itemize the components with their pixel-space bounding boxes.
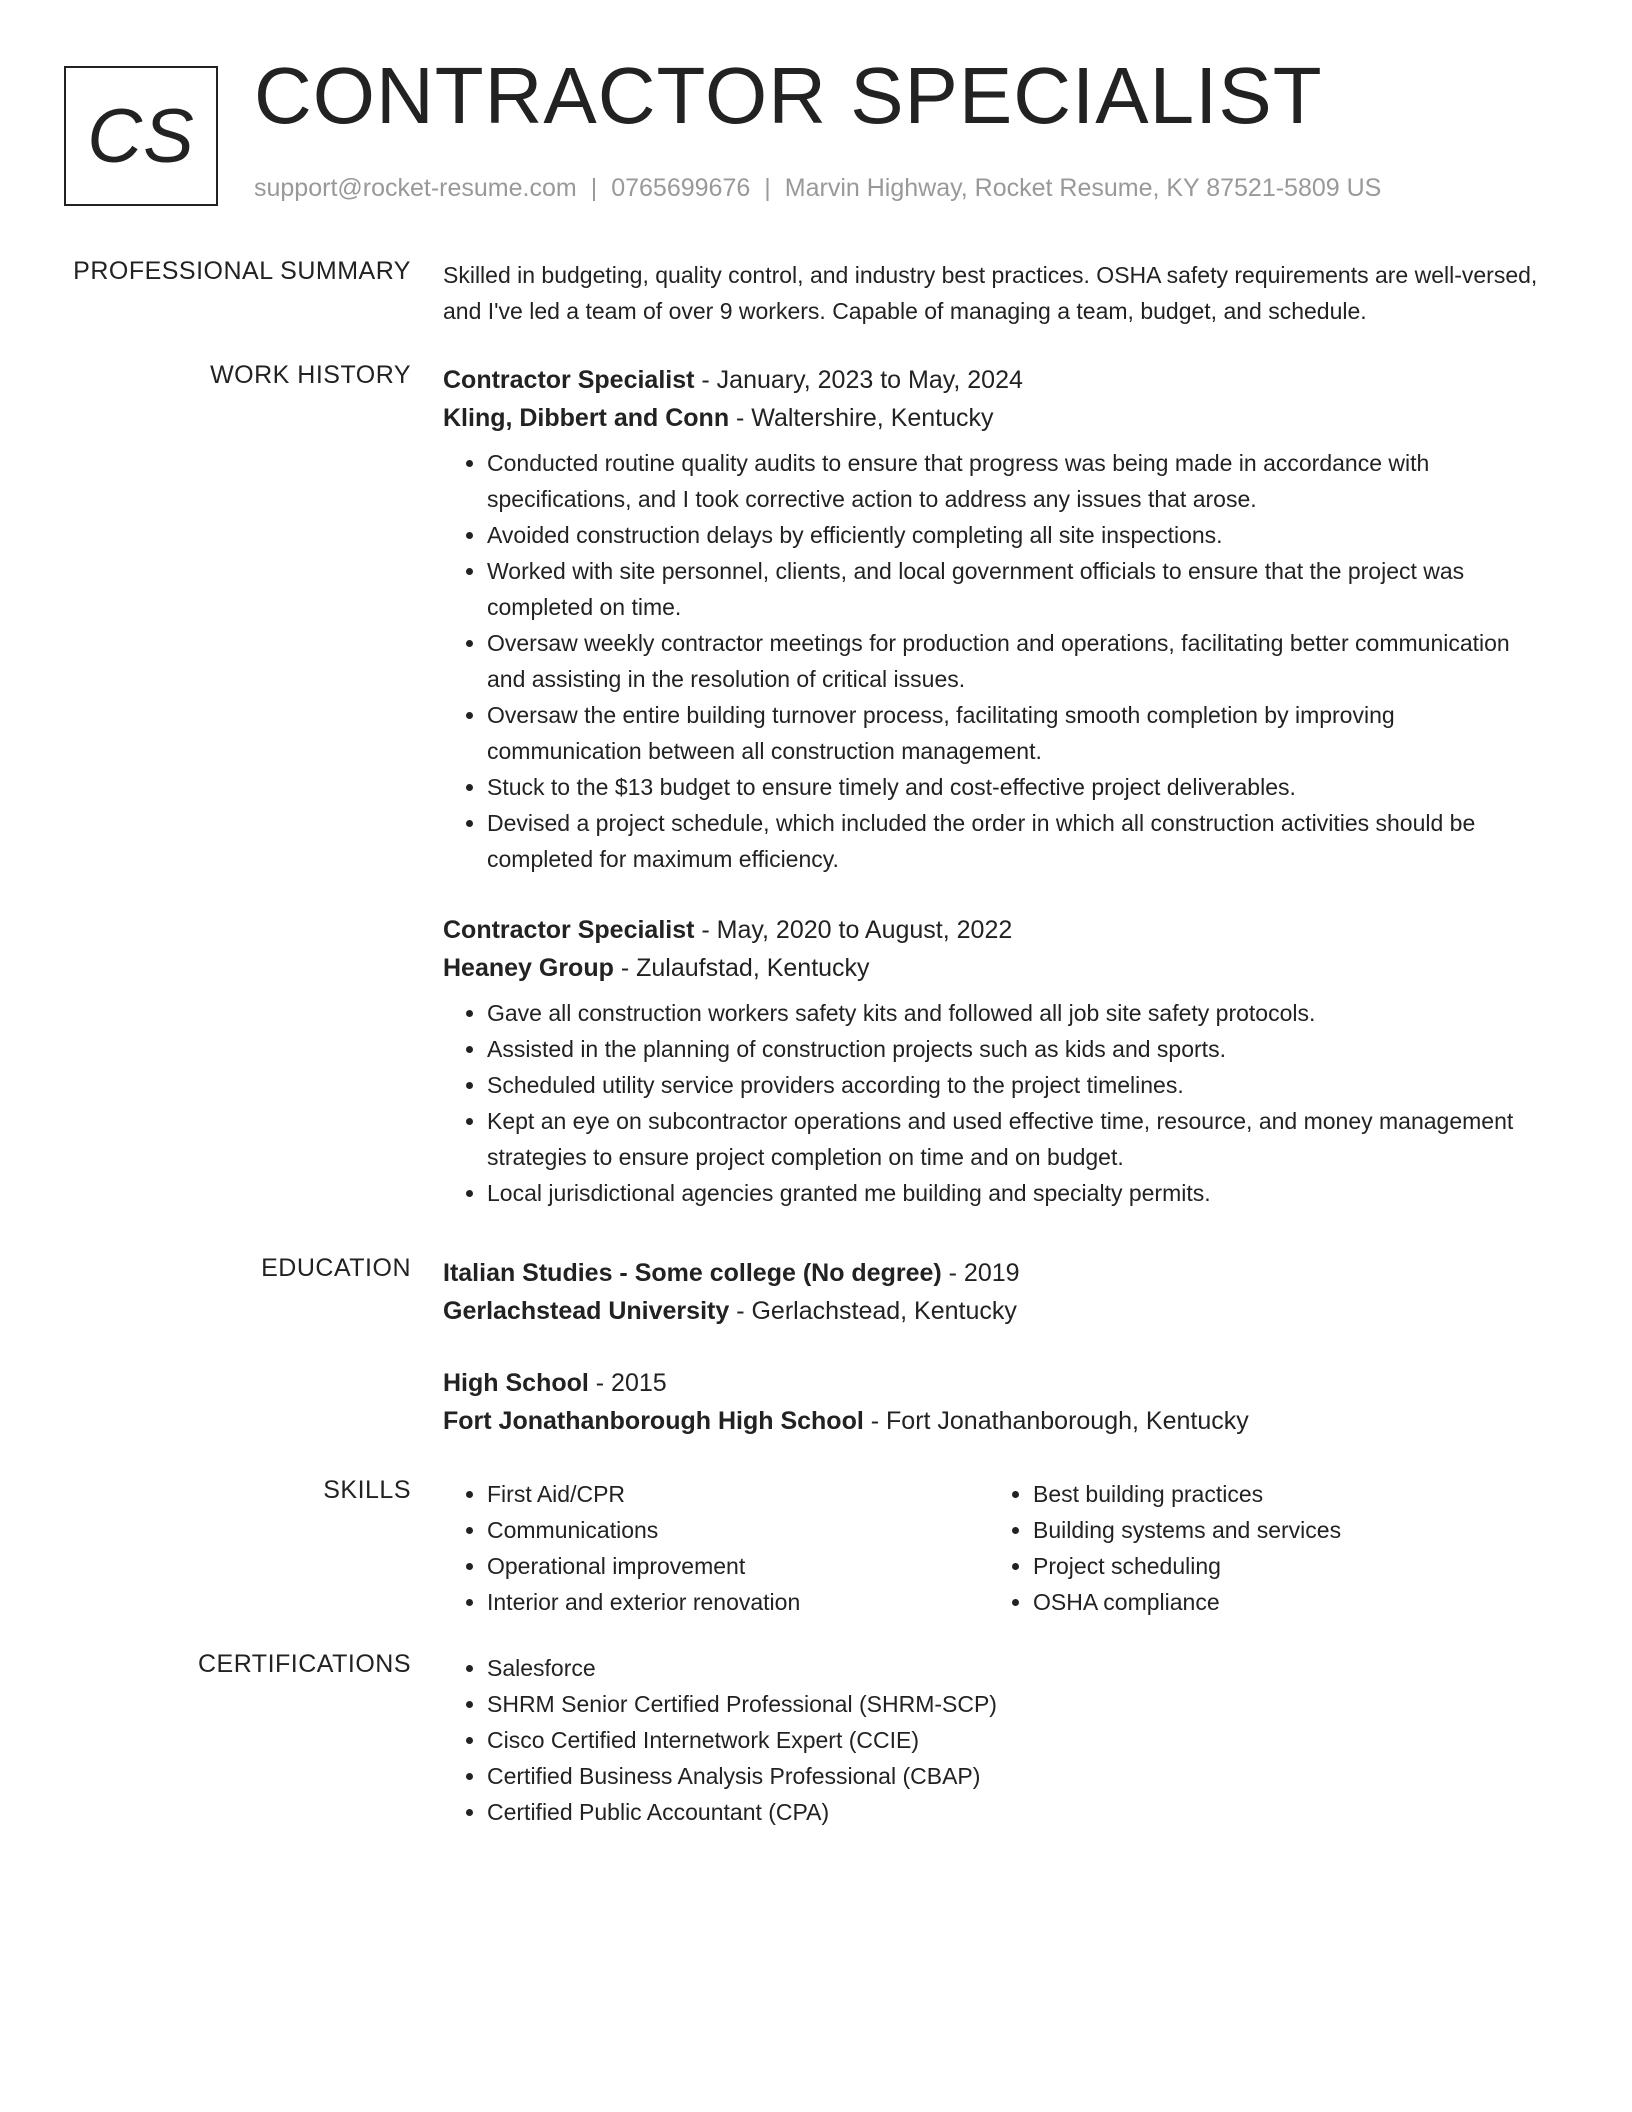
skill-item: • Communications (487, 1512, 989, 1548)
job-title: Contractor Specialist (443, 366, 695, 394)
job-bullet: • Conducted routine quality audits to ensure that progress was being made in accordance with specifications, and I took corrective action to address any issues that arose. (487, 445, 1553, 517)
job-dates: - January, 2023 to May, 2024 (694, 366, 1023, 394)
skills-grid (443, 1476, 1553, 1620)
education-year: - 2019 (941, 1259, 1020, 1287)
section-label-skills: SKILLS (323, 1476, 411, 1504)
certification-item: • Salesforce (487, 1650, 1553, 1686)
job-bullet: • Devised a project schedule, which included the order in which all construction activities should be completed for maximum efficiency. (487, 805, 1553, 877)
certifications-list (443, 1650, 1553, 1830)
job-company-line (443, 949, 1553, 987)
job-bullet: • Kept an eye on subcontractor operations and used effective time, resource, and money management strategies to ensure project completion on time and on budget. (487, 1103, 1553, 1175)
job-bullets (443, 995, 1553, 1211)
education-degree-line (443, 1364, 1553, 1402)
job-bullet: • Oversaw weekly contractor meetings for production and operations, facilitating better communication and assisting in the resolution of critical issues. (487, 625, 1553, 697)
education-location: - Gerlachstead, Kentucky (729, 1297, 1017, 1325)
skill-item: • Interior and exterior renovation (487, 1584, 989, 1620)
education-year: - 2015 (588, 1369, 667, 1397)
job-bullet: • Stuck to the $13 budget to ensure timely and cost-effective project deliverables. (487, 769, 1553, 805)
job-location: - Zulaufstad, Kentucky (613, 954, 870, 982)
job-bullets (443, 445, 1553, 877)
job-title: Contractor Specialist (443, 916, 695, 944)
contact-address: Marvin Highway, Rocket Resume, KY 87521-5809 US (784, 174, 1382, 202)
certification-item: • Cisco Certified Internetwork Expert (CCIE) (487, 1722, 1553, 1758)
contact-separator: | (590, 174, 598, 202)
job-bullet: • Gave all construction workers safety kits and followed all job site safety protocols. (487, 995, 1553, 1031)
section-label-certifications: CERTIFICATIONS (197, 1650, 411, 1678)
summary-text: Skilled in budgeting, quality control, and industry best practices. OSHA safety requirements are well-versed, and I've led a team of over 9 workers. Capable of managing a team, budget, and schedule. (443, 262, 1538, 324)
certification-item: • SHRM Senior Certified Professional (SHRM-SCP) (487, 1686, 1553, 1722)
contact-separator: | (764, 174, 771, 202)
skill-item: • Best building practices (1033, 1476, 1535, 1512)
certification-item: • Certified Public Accountant (CPA) (487, 1794, 1553, 1830)
skill-item: • First Aid/CPR (487, 1476, 989, 1512)
education-school: Gerlachstead University (443, 1297, 730, 1325)
education-school: Fort Jonathanborough High School (443, 1407, 864, 1435)
contact-phone[interactable]: 0765699676 (611, 174, 751, 202)
job-company-line (443, 399, 1553, 437)
job-title-line (443, 361, 1553, 399)
job-bullet: • Assisted in the planning of construction projects such as kids and sports. (487, 1031, 1553, 1067)
job-bullet: • Local jurisdictional agencies granted me building and specialty permits. (487, 1175, 1553, 1211)
education-location: - Fort Jonathanborough, Kentucky (863, 1407, 1249, 1435)
section-label-summary: PROFESSIONAL SUMMARY (73, 257, 411, 285)
section-label-work-history: WORK HISTORY (210, 361, 411, 389)
monogram-badge (64, 66, 218, 206)
job-bullet: • Worked with site personnel, clients, and local government officials to ensure that the project was completed on time. (487, 553, 1553, 625)
education-entry (443, 1364, 1553, 1440)
skill-item: • Project scheduling (1033, 1548, 1535, 1584)
contact-line (254, 174, 1381, 203)
education-degree: High School (443, 1369, 589, 1397)
education-degree-line (443, 1254, 1553, 1292)
job-company: Kling, Dibbert and Conn (443, 404, 730, 432)
skill-item: • Building systems and services (1033, 1512, 1535, 1548)
job-entry (443, 911, 1553, 1211)
resume-name: CONTRACTOR SPECIALIST (254, 51, 1323, 140)
job-title-line (443, 911, 1553, 949)
section-label-education: EDUCATION (261, 1254, 411, 1282)
education-school-line (443, 1402, 1553, 1440)
education-school-line (443, 1292, 1553, 1330)
contact-email[interactable]: support@rocket-resume.com (254, 174, 577, 202)
skills-list-left (443, 1476, 989, 1620)
skill-item: • OSHA compliance (1033, 1584, 1535, 1620)
skill-item: • Operational improvement (487, 1548, 989, 1584)
certification-item: • Certified Business Analysis Professional (CBAP) (487, 1758, 1553, 1794)
skills-list-right (989, 1476, 1535, 1620)
job-location: - Waltershire, Kentucky (729, 404, 994, 432)
job-company: Heaney Group (443, 954, 614, 982)
education-degree: Italian Studies - Some college (No degree) (443, 1259, 942, 1287)
education-entry (443, 1254, 1553, 1330)
job-bullet: • Oversaw the entire building turnover process, facilitating smooth completion by improving communication between all construction management. (487, 697, 1553, 769)
job-dates: - May, 2020 to August, 2022 (694, 916, 1013, 944)
job-entry (443, 361, 1553, 877)
job-bullet: • Scheduled utility service providers according to the project timelines. (487, 1067, 1553, 1103)
job-bullet: • Avoided construction delays by efficiently completing all site inspections. (487, 517, 1553, 553)
monogram-text: CS (87, 93, 195, 179)
